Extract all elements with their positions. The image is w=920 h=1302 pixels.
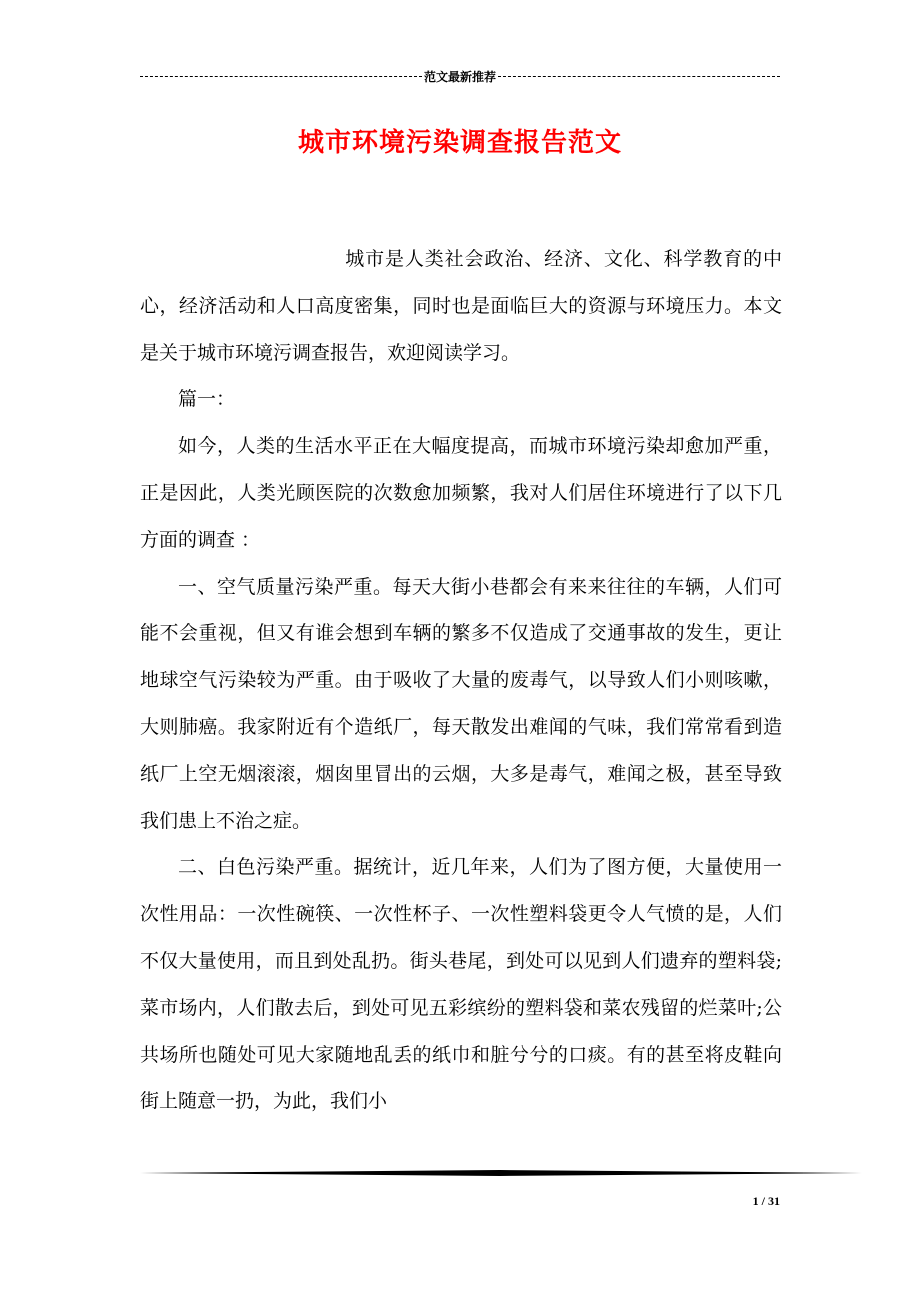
header-dash-left [140,76,422,77]
document-title: 城市环境污染调查报告范文 [297,128,622,158]
section-heading: 篇一： [178,388,236,411]
document-body [140,236,782,1125]
intro-paragraph: 城市是人类社会政治、经济、文化、科学教育的中心，经济活动和人口高度密集，同时也是面临巨大的资源与环境压力。本文是关于城市环境污调查报告，欢迎阅读学习。 [140,248,782,364]
body-paragraph: 二、白色污染严重。据统计，近几年来，人们为了图方便，大量使用一次性用品：一次性碗筷、一次性杯子、一次性塑料袋更令人气愤的是，人们不仅大量使用，而且到处乱扔。街头巷尾，到处可以见到人们遗弃的塑料袋;菜市场内，人们散去后，到处可见五彩缤纷的塑料袋和菜农残留的烂菜叶;公共场所也随处可见大家随地乱丢的纸巾和脏兮兮的口痰。有的甚至将皮鞋向街上随意一扔，为此，我们小 [140,856,782,1113]
header-dash-right [498,76,780,77]
page-header [140,68,780,85]
body-paragraph: 一、空气质量污染严重。每天大街小巷都会有来来往往的车辆，人们可能不会重视，但又有谁会想到车辆的繁多不仅造成了交通事故的发生，更让地球空气污染较为严重。由于吸收了大量的废毒气，以导致人们小则咳嗽，大则肺癌。我家附近有个造纸厂，每天散发出难闻的气味，我们常常看到造纸厂上空无烟滚滚，烟囱里冒出的云烟，大多是毒气，难闻之极，甚至导致我们患上不治之症。 [140,575,782,832]
header-label: 范文最新推荐 [424,70,497,84]
page-number: 1 / 31 [752,1194,780,1208]
footer-rule [140,1170,862,1176]
body-paragraph: 如今，人类的生活水平正在大幅度提高，而城市环境污染却愈加严重，正是因此，人类光顾医院的次数愈加频繁，我对人们居住环境进行了以下几方面的调查 ： [140,435,782,551]
